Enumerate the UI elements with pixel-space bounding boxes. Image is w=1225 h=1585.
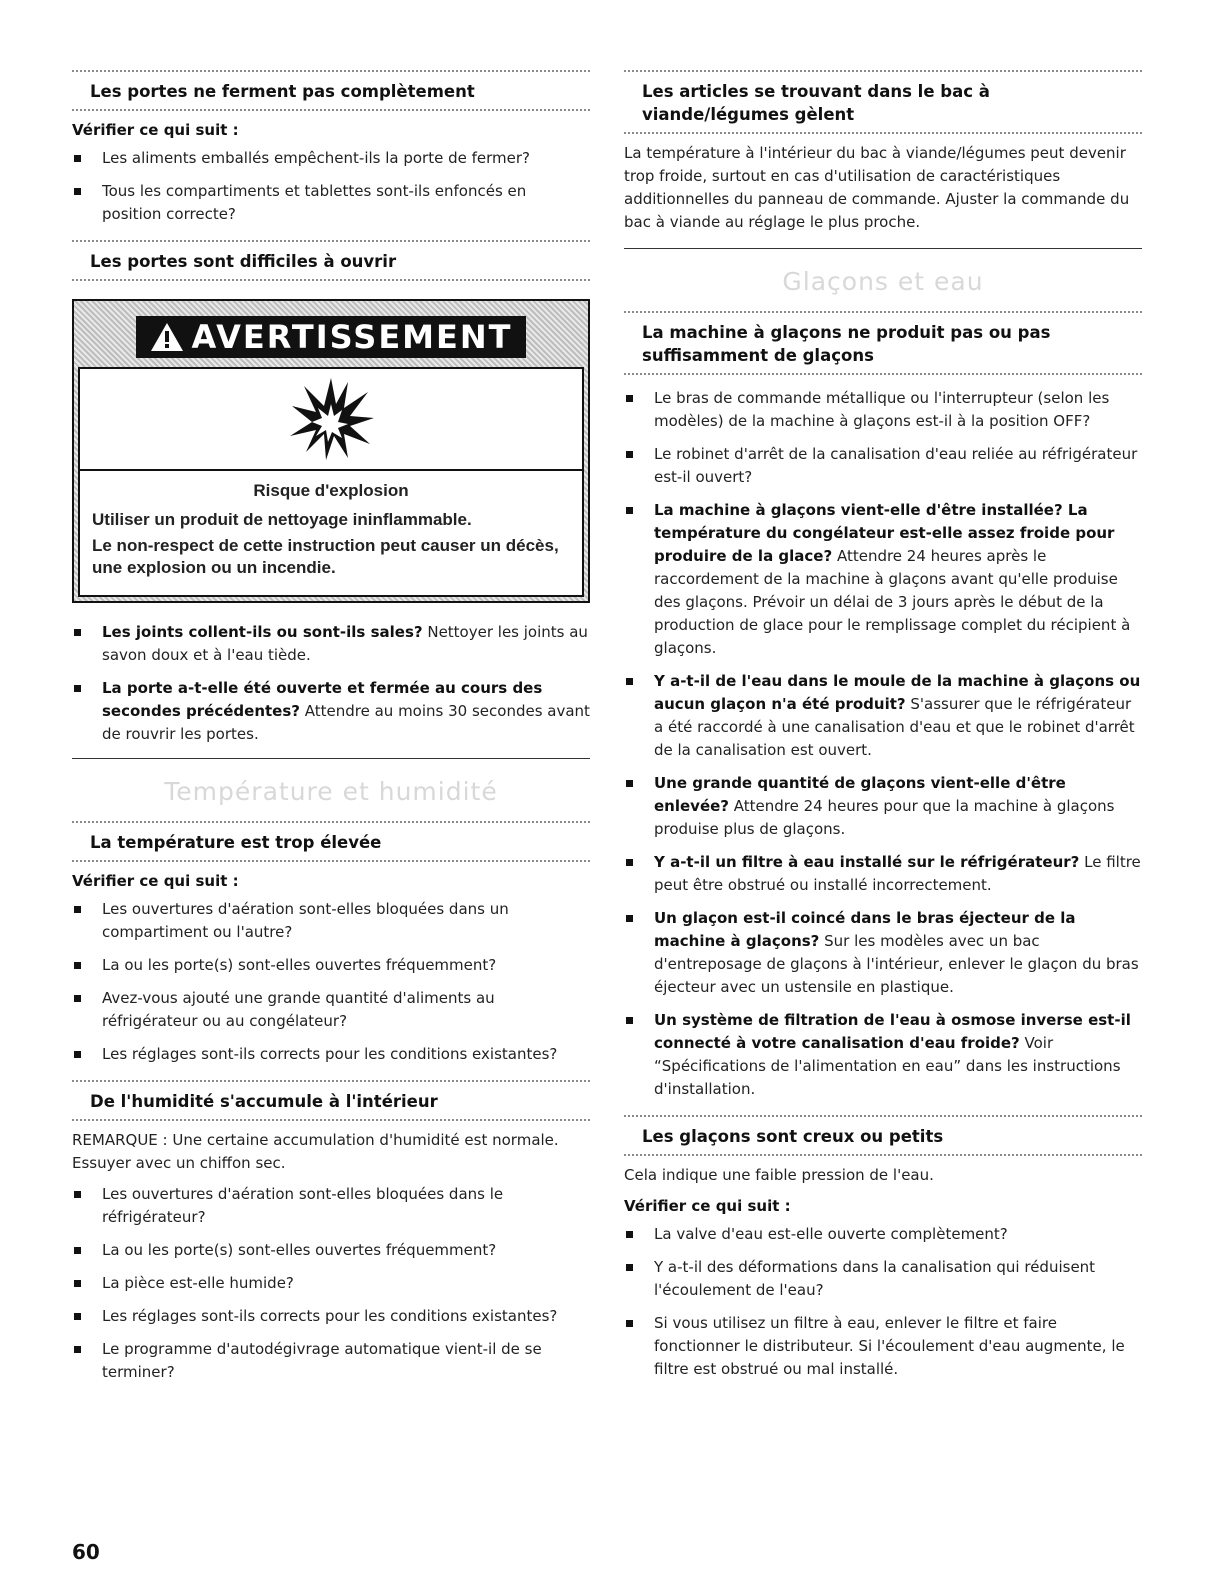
section-title-temperature: Température et humidité bbox=[164, 777, 498, 806]
subheading: Les portes ne ferment pas complètement bbox=[90, 82, 475, 101]
bullet-icon bbox=[626, 678, 633, 685]
warning-box bbox=[72, 299, 590, 603]
bullet-icon bbox=[626, 507, 633, 514]
bullet-icon bbox=[74, 1346, 81, 1353]
body-text: La température à l'intérieur du bac à viande/légumes peut devenir trop froide, surtout en cas d'utilisation de caractéristiques additionnelles du panneau de commande. Ajuster la commande du bac à viande au réglage le plus proche. bbox=[624, 144, 1130, 231]
subheading: Les portes sont difficiles à ouvrir bbox=[90, 252, 397, 271]
check-label: Vérifier ce qui suit : bbox=[624, 1197, 791, 1215]
subheading: De l'humidité s'accumule à l'intérieur bbox=[90, 1092, 438, 1111]
checklist bbox=[624, 387, 1142, 1101]
bullet-icon bbox=[626, 780, 633, 787]
warning-triangle-icon bbox=[150, 322, 184, 352]
section-meat-drawer bbox=[624, 70, 1142, 234]
bullet-icon bbox=[626, 1017, 633, 1024]
list-item: Les réglages sont-ils corrects pour les conditions existantes? bbox=[72, 1043, 590, 1066]
checklist bbox=[624, 1223, 1142, 1381]
bullet-icon bbox=[626, 451, 633, 458]
warning-message bbox=[78, 471, 584, 597]
list-item: Les aliments emballés empêchent-ils la porte de fermer? bbox=[72, 147, 590, 170]
section-humidity bbox=[72, 1080, 590, 1384]
list-item: Avez-vous ajouté une grande quantité d'aliments au réfrigérateur ou au congélateur? bbox=[72, 987, 590, 1033]
list-item: Y a-t-il un filtre à eau installé sur le réfrigérateur? Le filtre peut être obstrué ou installé incorrectement. bbox=[624, 851, 1142, 897]
subheading: Les articles se trouvant dans le bac à viande/légumes gèlent bbox=[642, 82, 990, 124]
checklist bbox=[72, 898, 590, 1066]
list-item: Une grande quantité de glaçons vient-elle d'être enlevée? Attendre 24 heures pour que la machine à glaçons produise plus de glaçons. bbox=[624, 772, 1142, 841]
list-item: La ou les porte(s) sont-elles ouvertes fréquemment? bbox=[72, 1239, 590, 1262]
explosion-icon bbox=[286, 374, 376, 464]
warning-consequence: Le non-respect de cette instruction peut causer un décès, une explosion ou un incendie. bbox=[92, 536, 559, 577]
list-item: Les ouvertures d'aération sont-elles bloquées dans le réfrigérateur? bbox=[72, 1183, 590, 1229]
bullet-icon bbox=[74, 995, 81, 1002]
bullet-icon bbox=[74, 962, 81, 969]
subheading: Les glaçons sont creux ou petits bbox=[642, 1127, 944, 1146]
list-item: La ou les porte(s) sont-elles ouvertes fréquemment? bbox=[72, 954, 590, 977]
right-column bbox=[624, 70, 1142, 1391]
divider bbox=[624, 132, 1142, 134]
bullet-icon bbox=[74, 1247, 81, 1254]
subheading: La température est trop élevée bbox=[90, 833, 382, 852]
list-item: La porte a-t-elle été ouverte et fermée au cours des secondes précédentes? Attendre au moins 30 secondes avant de rouvrir les portes. bbox=[72, 677, 590, 746]
section-title-ice: Glaçons et eau bbox=[782, 267, 984, 296]
list-item: La valve d'eau est-elle ouverte complètement? bbox=[624, 1223, 1142, 1246]
check-label: Vérifier ce qui suit : bbox=[72, 872, 239, 890]
checklist bbox=[72, 621, 590, 746]
divider bbox=[72, 1119, 590, 1121]
list-item: La pièce est-elle humide? bbox=[72, 1272, 590, 1295]
section-temp-high bbox=[72, 821, 590, 1066]
list-item: Le bras de commande métallique ou l'interrupteur (selon les modèles) de la machine à glaçons est-il à la position OFF? bbox=[624, 387, 1142, 433]
warning-risk: Risque d'explosion bbox=[253, 481, 409, 500]
list-item: La machine à glaçons vient-elle d'être installée? La température du congélateur est-elle assez froide pour produire de la glace? Attendre 24 heures après le raccordement de la machine à glaçons avant qu'elle produise des glaçons. Prévoir un délai de 3 jours après le début de la production de glace pour le remplissage complet du récipient à glaçons. bbox=[624, 499, 1142, 660]
warning-banner bbox=[136, 316, 527, 358]
list-item: Un glaçon est-il coincé dans le bras éjecteur de la machine à glaçons? Sur les modèles avec un bac d'entreposage de glaçons à l'intérieur, enlever le glaçon du bras éjecteur avec un ustensile en plastique. bbox=[624, 907, 1142, 999]
warning-icon-panel bbox=[78, 367, 584, 471]
divider bbox=[72, 860, 590, 862]
warning-header bbox=[78, 315, 584, 359]
bullet-icon bbox=[626, 915, 633, 922]
list-item: Y a-t-il des déformations dans la canalisation qui réduisent l'écoulement de l'eau? bbox=[624, 1256, 1142, 1302]
section-divider bbox=[72, 758, 590, 759]
bullet-icon bbox=[74, 906, 81, 913]
bullet-icon bbox=[626, 395, 633, 402]
list-item: Si vous utilisez un filtre à eau, enlever le filtre et faire fonctionner le distributeur. Si l'écoulement d'eau augmente, le filtre est obstrué ou mal installé. bbox=[624, 1312, 1142, 1381]
bullet-icon bbox=[626, 1231, 633, 1238]
list-item: Les réglages sont-ils corrects pour les conditions existantes? bbox=[72, 1305, 590, 1328]
section-ice-maker bbox=[624, 311, 1142, 1101]
checklist bbox=[72, 1183, 590, 1384]
section-hollow-ice bbox=[624, 1115, 1142, 1381]
divider bbox=[72, 109, 590, 111]
list-item: Le programme d'autodégivrage automatique vient-il de se terminer? bbox=[72, 1338, 590, 1384]
body-text: Cela indique une faible pression de l'eau. bbox=[624, 1166, 934, 1184]
warning-instruction: Utiliser un produit de nettoyage ininflammable. bbox=[92, 510, 472, 529]
bullet-icon bbox=[74, 1313, 81, 1320]
note-text: REMARQUE : Une certaine accumulation d'humidité est normale. Essuyer avec un chiffon sec. bbox=[72, 1131, 559, 1172]
bullet-icon bbox=[74, 1051, 81, 1058]
bullet-icon bbox=[74, 629, 81, 636]
subheading: La machine à glaçons ne produit pas ou pas suffisamment de glaçons bbox=[642, 323, 1051, 365]
page-number: 60 bbox=[72, 1540, 100, 1564]
bullet-icon bbox=[626, 1264, 633, 1271]
section-divider bbox=[624, 248, 1142, 249]
divider bbox=[72, 279, 590, 281]
section-doors-hard bbox=[72, 240, 590, 746]
bullet-icon bbox=[74, 1191, 81, 1198]
bullet-icon bbox=[626, 1320, 633, 1327]
list-item: Y a-t-il de l'eau dans le moule de la machine à glaçons ou aucun glaçon n'a été produit? S'assurer que le réfrigérateur a été raccordé à une canalisation d'eau et que le robinet d'arrêt de la canalisation est ouvert. bbox=[624, 670, 1142, 762]
list-item: Les ouvertures d'aération sont-elles bloquées dans un compartiment ou l'autre? bbox=[72, 898, 590, 944]
bullet-icon bbox=[74, 685, 81, 692]
bullet-icon bbox=[626, 859, 633, 866]
section-doors-not-closing bbox=[72, 70, 590, 226]
left-column bbox=[72, 70, 590, 1394]
divider bbox=[624, 373, 1142, 375]
bullet-icon bbox=[74, 1280, 81, 1287]
list-item: Le robinet d'arrêt de la canalisation d'eau reliée au réfrigérateur est-il ouvert? bbox=[624, 443, 1142, 489]
bullet-icon bbox=[74, 188, 81, 195]
divider bbox=[624, 1154, 1142, 1156]
list-item: Un système de filtration de l'eau à osmose inverse est-il connecté à votre canalisation d'eau froide? Voir “Spécifications de l'alimentation en eau” dans les instructions d'installation. bbox=[624, 1009, 1142, 1101]
list-item: Tous les compartiments et tablettes sont-ils enfoncés en position correcte? bbox=[72, 180, 590, 226]
bullet-icon bbox=[74, 155, 81, 162]
warning-title: AVERTISSEMENT bbox=[191, 318, 513, 356]
list-item: Les joints collent-ils ou sont-ils sales? Nettoyer les joints au savon doux et à l'eau tiède. bbox=[72, 621, 590, 667]
check-label: Vérifier ce qui suit : bbox=[72, 121, 239, 139]
checklist bbox=[72, 147, 590, 226]
